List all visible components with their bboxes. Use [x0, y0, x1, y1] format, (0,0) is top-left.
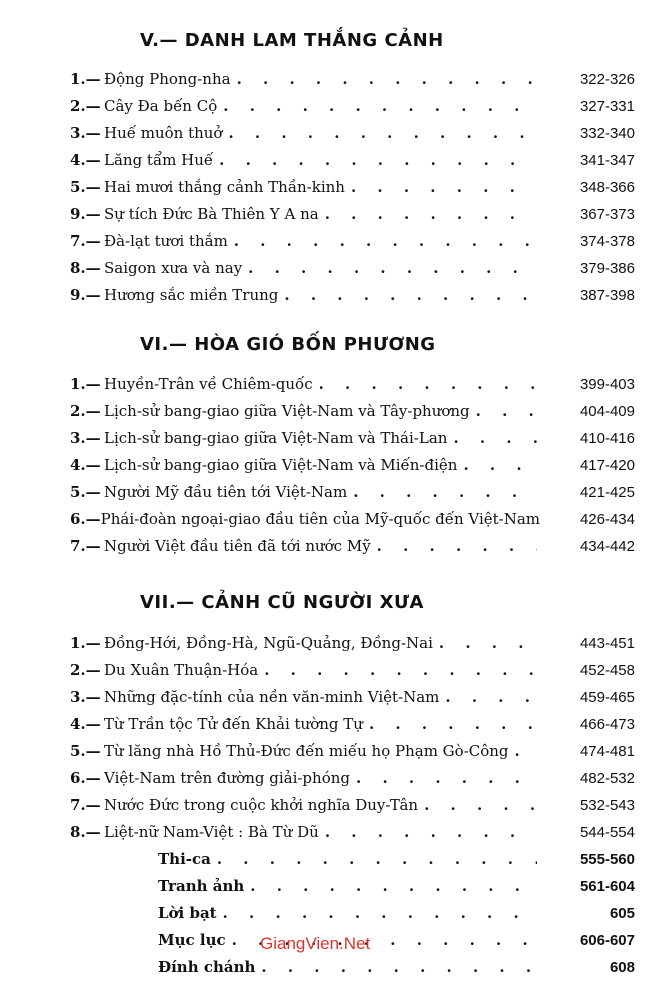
- toc-entry: [70, 456, 635, 478]
- entry-pages: 532-543: [579, 797, 635, 814]
- dot-leader: [223, 904, 537, 922]
- entry-title: Saigon xưa và nay: [104, 259, 243, 277]
- entry-pages: 374-378: [579, 233, 635, 250]
- dot-leader: [261, 958, 537, 976]
- toc-entry: [70, 124, 635, 146]
- toc-entry: [158, 958, 635, 980]
- entry-pages: 348-366: [579, 179, 635, 196]
- dot-leader: [445, 688, 537, 706]
- entry-pages: 367-373: [579, 206, 635, 223]
- entry-pages: 459-465: [579, 689, 635, 706]
- entry-title: Những đặc-tính của nền văn-minh Việt-Nam: [104, 688, 440, 706]
- entry-number: 1.—: [70, 634, 101, 652]
- entry-pages: 561-604: [579, 878, 635, 895]
- toc-entry: [158, 904, 635, 926]
- dot-leader: [463, 456, 537, 474]
- dot-leader: [353, 483, 537, 501]
- toc-entry: [70, 823, 635, 845]
- dot-leader: [325, 823, 537, 841]
- dot-leader: [237, 70, 537, 88]
- entry-title: Đồng-Hới, Đồng-Hà, Ngũ-Quảng, Đồng-Nai: [104, 634, 433, 652]
- toc-entry: [70, 715, 635, 737]
- dot-leader: [248, 259, 537, 277]
- entry-title: Cây Đa bến Cộ: [104, 97, 218, 115]
- entry-number: 1.—: [70, 375, 101, 393]
- dot-leader: [319, 375, 537, 393]
- entry-number: 5.—: [70, 742, 101, 760]
- entry-number: 3.—: [70, 429, 101, 447]
- entry-number: 3.—: [70, 124, 101, 142]
- entry-number: 1.—: [70, 70, 101, 88]
- entry-number: 5.—: [70, 178, 101, 196]
- dot-leader: [284, 286, 537, 304]
- toc-entry: [70, 178, 635, 200]
- entry-number: 5.—: [70, 483, 101, 501]
- section-heading: VII.— CẢNH CŨ NGƯỜI XƯA: [140, 592, 424, 613]
- entry-number: 9.—: [70, 205, 101, 223]
- entry-title: Du Xuân Thuận-Hóa: [104, 661, 259, 679]
- entry-number: 8.—: [70, 823, 101, 841]
- dot-leader: [377, 537, 537, 555]
- dot-leader: [264, 661, 537, 679]
- toc-entry: [70, 661, 635, 683]
- entry-number: 4.—: [70, 715, 101, 733]
- entry-number: 2.—: [70, 97, 101, 115]
- entry-title: Nước Đức trong cuộc khởi nghĩa Duy-Tân: [104, 796, 419, 814]
- entry-pages: 482-532: [579, 770, 635, 787]
- entry-title: Đà-lạt tươi thắm: [104, 232, 228, 250]
- entry-pages: 606-607: [579, 932, 635, 949]
- toc-entry: [70, 70, 635, 92]
- entry-title: Lịch-sử bang-giao giữa Việt-Nam và Tây-phương: [104, 402, 470, 420]
- entry-pages: 608: [609, 959, 635, 976]
- entry-title: Hai mươi thắng cảnh Thần-kinh: [104, 178, 345, 196]
- entry-title: Từ Trần tộc Tử đến Khải tường Tự: [104, 715, 363, 733]
- entry-number: 7.—: [70, 537, 101, 555]
- dot-leader: [356, 769, 537, 787]
- entry-pages: 544-554: [579, 824, 635, 841]
- toc-entry: [70, 259, 635, 281]
- section-heading: V.— DANH LAM THẮNG CẢNH: [140, 30, 444, 51]
- entry-pages: 434-442: [579, 538, 635, 555]
- toc-entry: [70, 232, 635, 254]
- dot-leader: [424, 796, 537, 814]
- entry-pages: 341-347: [579, 152, 635, 169]
- entry-pages: 426-434: [579, 511, 635, 528]
- entry-pages: 404-409: [579, 403, 635, 420]
- dot-leader: [250, 877, 537, 895]
- entry-pages: 466-473: [579, 716, 635, 733]
- entry-title: Phái-đoàn ngoại-giao đầu tiên của Mỹ-quốc đến Việt-Nam: [100, 510, 541, 528]
- entry-number: 9.—: [70, 286, 101, 304]
- dot-leader: [351, 178, 537, 196]
- entry-title: Người Việt đầu tiên đã tới nước Mỹ: [104, 537, 371, 555]
- watermark-text: GiangVien.Net: [260, 934, 371, 953]
- entry-title: Huế muôn thuở: [104, 124, 223, 142]
- toc-entry: [70, 688, 635, 710]
- entry-title: Người Mỹ đầu tiên tới Việt-Nam: [104, 483, 348, 501]
- entry-number: 2.—: [70, 661, 101, 679]
- toc-entry: [70, 483, 635, 505]
- dot-leader: [515, 742, 537, 760]
- entry-pages: 322-326: [579, 71, 635, 88]
- entry-pages: 327-331: [579, 98, 635, 115]
- entry-title: Sự tích Đức Bà Thiên Y A na: [104, 205, 319, 223]
- dot-leader: [228, 124, 537, 142]
- entry-title: Mục lục: [158, 931, 226, 949]
- toc-entry: [70, 769, 635, 791]
- toc-entry: [70, 151, 635, 173]
- dot-leader: [219, 151, 537, 169]
- entry-number: 4.—: [70, 151, 101, 169]
- toc-entry: [70, 429, 635, 451]
- dot-leader: [223, 97, 537, 115]
- entry-title: Đính chánh: [158, 958, 256, 976]
- dot-leader: [217, 850, 537, 868]
- entry-pages: 379-386: [579, 260, 635, 277]
- toc-entry: [70, 205, 635, 227]
- toc-entry: [70, 97, 635, 119]
- entry-pages: 417-420: [579, 457, 635, 474]
- section-heading: VI.— HÒA GIÓ BỐN PHƯƠNG: [140, 334, 436, 355]
- entry-pages: 452-458: [579, 662, 635, 679]
- entry-pages: 399-403: [579, 376, 635, 393]
- entry-number: 6.—: [70, 510, 101, 528]
- entry-number: 6.—: [70, 769, 101, 787]
- entry-title: Lịch-sử bang-giao giữa Việt-Nam và Miến-điện: [104, 456, 458, 474]
- entry-title: Từ lăng nhà Hồ Thủ-Đức đến miếu họ Phạm Gò-Công: [104, 742, 509, 760]
- entry-pages: 474-481: [579, 743, 635, 760]
- dot-leader: [476, 402, 537, 420]
- entry-number: 3.—: [70, 688, 101, 706]
- toc-entry: [70, 742, 635, 764]
- entry-pages: 555-560: [579, 851, 635, 868]
- toc-entry: [70, 537, 635, 559]
- entry-title: Lời bạt: [158, 904, 217, 922]
- toc-entry: [70, 402, 635, 424]
- entry-title: Việt-Nam trên đường giải-phóng: [104, 769, 350, 787]
- dot-leader: [369, 715, 537, 733]
- dot-leader: [234, 232, 537, 250]
- toc-entry: [70, 286, 635, 308]
- toc-entry: [158, 850, 635, 872]
- entry-title: Liệt-nữ Nam-Việt : Bà Từ Dũ: [104, 823, 319, 841]
- entry-number: 7.—: [70, 796, 101, 814]
- entry-title: Tranh ảnh: [158, 877, 245, 895]
- toc-entry: [158, 931, 635, 953]
- entry-number: 7.—: [70, 232, 101, 250]
- toc-entry: [70, 634, 635, 656]
- entry-title: Lăng tẩm Huế: [104, 151, 214, 169]
- entry-pages: 410-416: [579, 430, 635, 447]
- entry-pages: 443-451: [579, 635, 635, 652]
- dot-leader: [325, 205, 537, 223]
- toc-entry: [70, 796, 635, 818]
- entry-title: Thi-ca: [158, 850, 211, 868]
- entry-title: Lịch-sử bang-giao giữa Việt-Nam và Thái-Lan: [104, 429, 448, 447]
- entry-number: 4.—: [70, 456, 101, 474]
- toc-entry: [70, 510, 635, 532]
- entry-pages: 387-398: [579, 287, 635, 304]
- entry-pages: 605: [609, 905, 635, 922]
- entry-title: Hương sắc miền Trung: [104, 286, 279, 304]
- entry-title: Động Phong-nha: [104, 70, 231, 88]
- toc-entry: [70, 375, 635, 397]
- toc-entry: [158, 877, 635, 899]
- dot-leader: [453, 429, 537, 447]
- entry-number: 8.—: [70, 259, 101, 277]
- dot-leader: [439, 634, 537, 652]
- entry-number: 2.—: [70, 402, 101, 420]
- entry-pages: 332-340: [579, 125, 635, 142]
- entry-pages: 421-425: [579, 484, 635, 501]
- entry-title: Huyền-Trân về Chiêm-quốc: [104, 375, 313, 393]
